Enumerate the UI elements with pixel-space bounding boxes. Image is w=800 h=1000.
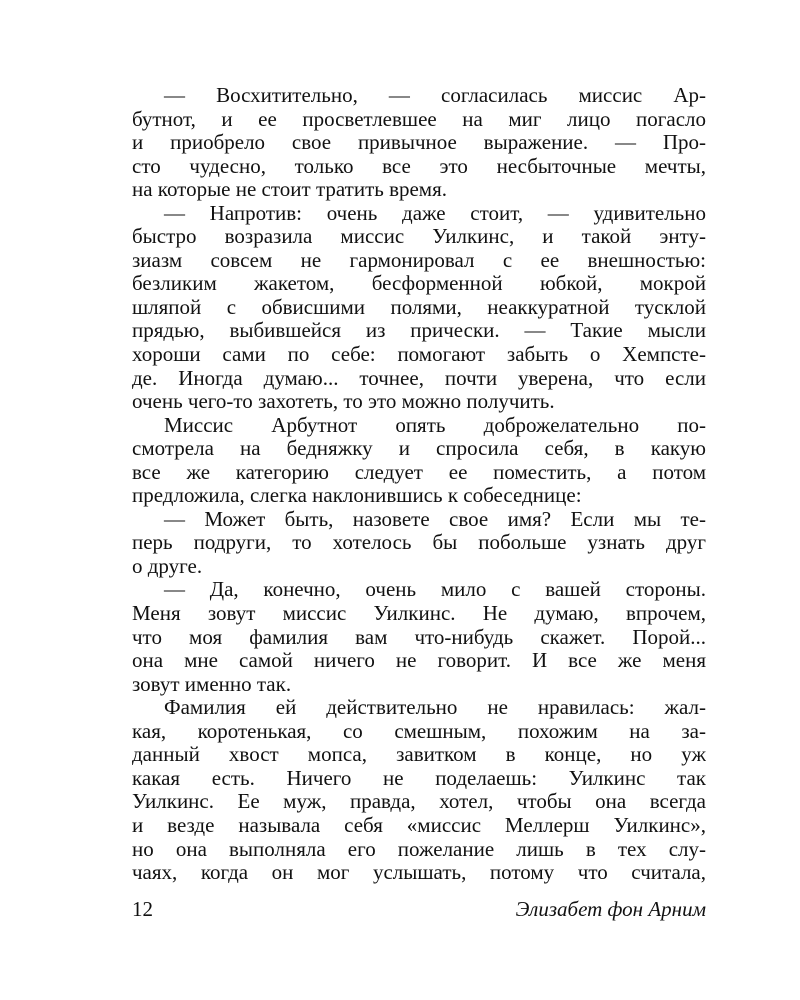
page-number: 12 [132,897,153,921]
text-line: де. Иногда думаю... точнее, почти уверена, что если [132,366,706,390]
text-line: Меня зовут миссис Уилкинс. Не думаю, впрочем, [132,602,706,626]
text-line: на которые не стоит тратить время. [132,178,448,202]
text-line: данный хвост мопса, завитком в конце, но уж [132,743,706,767]
text-line: безликим жакетом, бесформенной юбкой, мокрой [132,272,706,296]
text-line: чаях, когда он мог услышать, потому что считала, [132,861,706,885]
text-line: Миссис Арбутнот опять доброжелательно по- [164,413,706,437]
text-line: смотрела на бедняжку и спросила себя, в какую [132,437,706,461]
text-line: она мне самой ничего не говорит. И все же меня [132,649,706,673]
text-line: о друге. [132,554,203,578]
text-line: шляпой с обвисшими полями, неаккуратной тусклой [132,295,706,319]
text-line: и приобрело свое привычное выражение. — Про- [132,131,706,155]
text-line: Уилкинс. Ее муж, правда, хотел, чтобы она всегда [132,790,706,814]
text-line: быстро возразила миссис Уилкинс, и такой энту- [132,225,706,249]
text-line: Фамилия ей действительно не нравилась: жал- [164,696,706,720]
text-line: бутнот, и ее просветлевшее на миг лицо погасло [132,107,706,131]
text-line: перь подруги, то хотелось бы побольше узнать друг [132,531,706,555]
text-line: — Напротив: очень даже стоит, — удивительно [164,201,706,225]
text-line: прядью, выбившейся из прически. — Такие мысли [132,319,706,343]
text-line: зиазм совсем не гармонировал с ее внешностью: [132,248,706,272]
text-line: кая, коротенькая, со смешным, похожим на за- [132,719,706,743]
text-line: — Может быть, назовете свое имя? Если мы те- [164,507,706,531]
text-line: хороши сами по себе: помогают забыть о Хемпсте- [132,343,706,367]
text-line: какая есть. Ничего не поделаешь: Уилкинс так [132,766,706,790]
running-footer-author: Элизабет фон Арним [515,897,706,921]
text-line: предложила, слегка наклонившись к собеседнице: [132,484,582,508]
body-text [132,84,706,885]
text-line: сто чудесно, только все это несбыточные мечты, [132,154,706,178]
text-line: — Да, конечно, очень мило с вашей стороны. [164,578,706,602]
text-line: все же категорию следует ее поместить, а потом [132,460,706,484]
text-line: — Восхитительно, — согласилась миссис Ар- [164,84,706,107]
text-line: что моя фамилия вам что-нибудь скажет. Порой... [132,625,706,649]
text-line: но она выполняла его пожелание лишь в тех слу- [132,837,706,861]
text-line: и везде называла себя «миссис Меллерш Уилкинс», [132,813,706,837]
text-line: зовут именно так. [132,672,292,696]
text-line: очень чего-то захотеть, то это можно получить. [132,390,555,414]
